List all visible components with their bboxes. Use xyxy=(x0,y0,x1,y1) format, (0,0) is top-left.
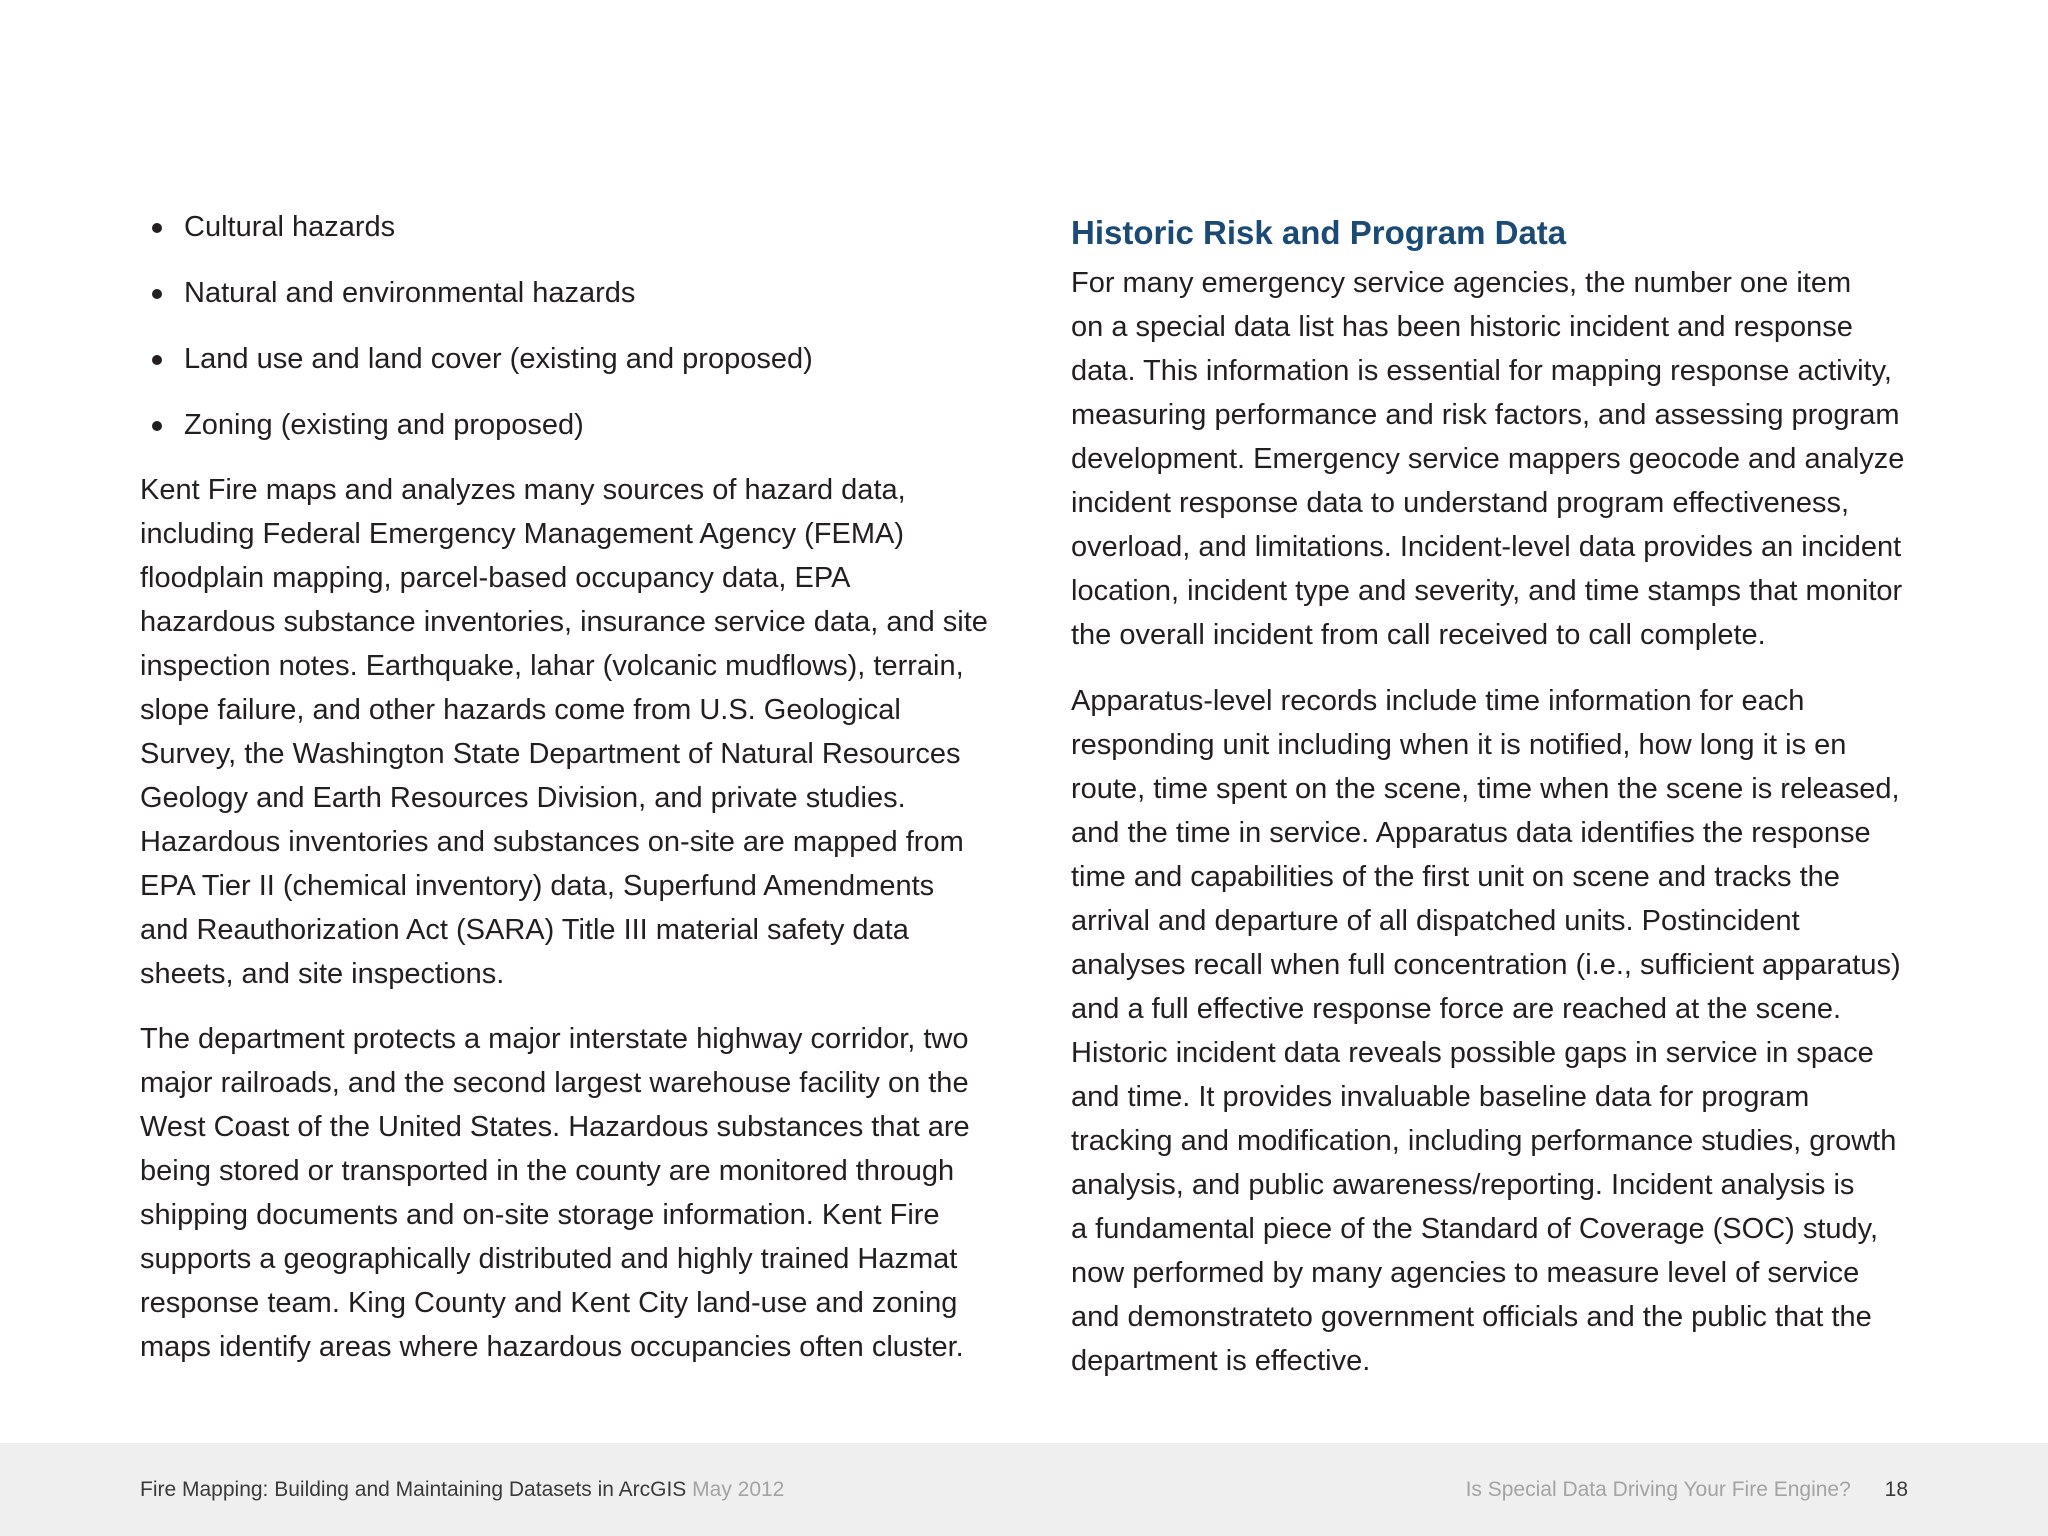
bullet-item xyxy=(140,337,990,381)
section-title: Is Special Data Driving Your Fire Engine? xyxy=(1465,1478,1851,1501)
bullet-item xyxy=(140,205,990,249)
bullet-text: Cultural hazards xyxy=(184,211,396,243)
bullet-item xyxy=(140,403,990,447)
bullet-text: Land use and land cover (existing and proposed) xyxy=(184,343,813,375)
body-paragraph: Apparatus-level records include time information for each responding unit including when it is notified, how long it is en route, time spent on the scene, time when the scene is released, and the time in service. Apparatus data identifies the response time and capabilities of the first unit on scene and tracks the arrival and departure of all dispatched units. Postincident analyses recall when full concentration (i.e., sufficient apparatus) and a full effective response force are reached at the scene. Historic incident data reveals possible gaps in service in space and time. It provides invaluable baseline data for program tracking and modification, including performance studies, growth analysis, and public awareness/reporting. Incident analysis is a fundamental piece of the Standard of Coverage (SOC) study, now performed by many agencies to measure level of service and demonstrateto government officials and the public that the department is effective. xyxy=(1071,685,1901,1377)
page-number: 18 xyxy=(1884,1478,1908,1501)
bullet-item xyxy=(140,271,990,315)
section-heading: Historic Risk and Program Data xyxy=(1071,214,1567,251)
publication-date: May 2012 xyxy=(692,1478,785,1501)
body-paragraph: The department protects a major interstate highway corridor, two major railroads, and the second largest warehouse facility on the West Coast of the United States. Hazardous substances that are being stored or transported in the county are monitored through shipping documents and on-site storage information. Kent Fire supports a geographically distributed and highly trained Hazmat response team. King County and Kent City land-use and zoning maps identify areas where hazardous occupancies often cluster. xyxy=(140,1023,970,1363)
bullet-text: Zoning (existing and proposed) xyxy=(184,409,584,441)
bullet-dot xyxy=(152,289,162,299)
hazard-bullet-list xyxy=(140,205,990,447)
publication-title: Fire Mapping: Building and Maintaining Datasets in ArcGIS xyxy=(140,1478,687,1501)
footer-publication xyxy=(140,1475,784,1505)
body-paragraph: Kent Fire maps and analyzes many sources of hazard data, including Federal Emergency Management Agency (FEMA) floodplain mapping, parcel-based occupancy data, EPA hazardous substance inventories, insurance service data, and site inspection notes. Earthquake, lahar (volcanic mudflows), terrain, slope failure, and other hazards come from U.S. Geological Survey, the Washington State Department of Natural Resources Geology and Earth Resources Division, and private studies. Hazardous inventories and substances on-site are mapped from EPA Tier II (chemical inventory) data, Superfund Amendments and Reauthorization Act (SARA) Title III material safety data sheets, and site inspections. xyxy=(140,474,988,990)
footer-section xyxy=(1466,1475,1908,1505)
right-column xyxy=(1071,207,1921,1405)
bullet-dot xyxy=(152,355,162,365)
body-paragraph: For many emergency service agencies, the number one item on a special data list has been historic incident and response data. This information is essential for mapping response activity, measuring performance and risk factors, and assessing program development. Emergency service mappers geocode and analyze incident response data to understand program effectiveness, overload, and limitations. Incident-level data provides an incident location, incident type and severity, and time stamps that monitor the overall incident from call received to call complete. xyxy=(1071,267,1905,651)
left-column xyxy=(140,205,990,1391)
bullet-dot xyxy=(152,223,162,233)
bullet-dot xyxy=(152,421,162,431)
page-footer xyxy=(0,1443,2048,1536)
bullet-text: Natural and environmental hazards xyxy=(184,277,636,309)
